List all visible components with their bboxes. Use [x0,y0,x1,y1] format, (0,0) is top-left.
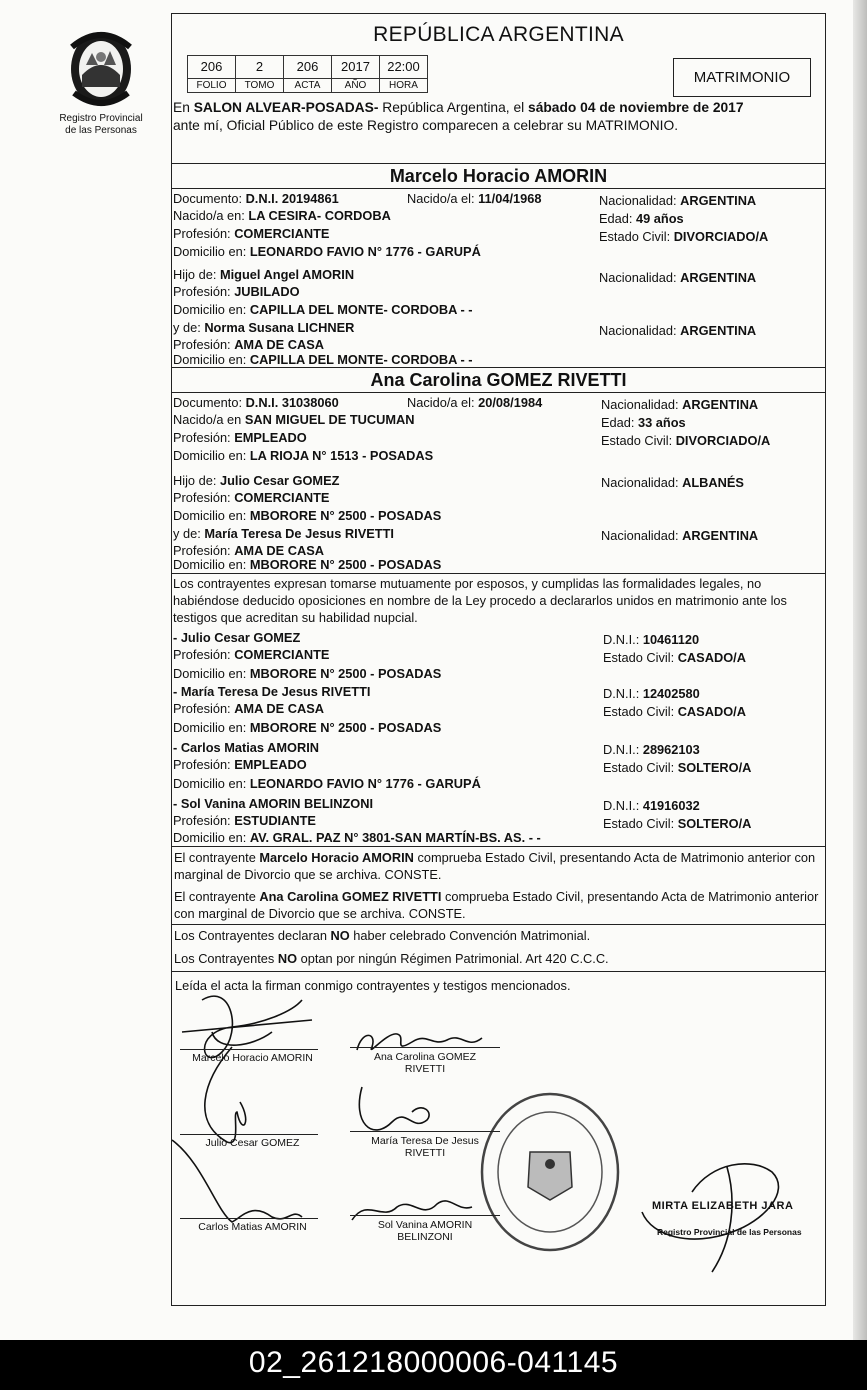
groom-addr: LEONARDO FAVIO N° 1776 - GARUPÁ [249,244,481,259]
witness-addr: MBORORE N° 2500 - POSADAS [249,666,442,681]
label: Nacionalidad: [601,475,679,490]
witness-name: - Julio Cesar GOMEZ [173,630,301,645]
groom-mother-addr: CAPILLA DEL MONTE- CORDOBA - - [249,352,473,367]
witnesses-section [172,574,825,847]
witness-1-prof [173,647,329,662]
bride-mother-prof-line [173,543,324,558]
groom-place-line [173,208,391,223]
signature-line [180,1218,318,1219]
label: Nacionalidad: [601,528,679,543]
signature-line [180,1134,318,1135]
label: Estado Civil: [603,650,675,665]
label: D.N.I.: [603,632,640,647]
witness-4-name [173,796,373,811]
note-text: El contrayente [174,850,260,865]
label: Nacido/a en [173,412,242,427]
logo-caption-line1: Registro Provincial [59,113,143,124]
witness-prof: ESTUDIANTE [234,813,316,828]
label: Nacionalidad: [599,323,677,338]
bride-nat-line [601,397,758,412]
groom-born: 11/04/1968 [478,191,542,206]
bride-mother-addr: MBORORE N° 2500 - POSADAS [249,557,442,572]
label: Domicilio en: [173,508,247,523]
groom-civil: DIVORCIADO/A [673,229,769,244]
note-name: Marcelo Horacio AMORIN [259,850,414,865]
label: Domicilio en: [173,776,247,791]
code-folio [187,55,236,93]
witness-3-addr [173,776,481,791]
groom-prof-line [173,226,329,241]
anio-value: 2017 [341,59,370,74]
note-convention [172,925,825,946]
groom-section [172,189,825,368]
signatures-intro: Leída el acta la firman conmigo contrayentes y testigos mencionados. [175,978,571,993]
bride-mother-line [173,526,394,541]
label: Profesión: [173,701,231,716]
label: Domicilio en: [173,448,247,463]
bride-prof: EMPLEADO [234,430,307,445]
witness-2-dni [603,686,700,701]
bride-prof-line [173,430,307,445]
code-hora [379,55,428,93]
label: Nacionalidad: [599,270,677,285]
label: D.N.I.: [603,798,640,813]
label: Nacido/a en: [173,208,245,223]
misiones-seal-icon [68,25,134,109]
intro-text: En [173,100,194,115]
label: Edad: [599,211,633,226]
witness-4-civil [603,816,751,831]
label: Nacido/a el: [407,395,475,410]
label: Hijo de: [173,267,217,282]
bride-place: SAN MIGUEL DE TUCUMAN [244,412,415,427]
groom-father-nat-line [599,270,756,285]
label: Domicilio en: [173,666,247,681]
note-no: NO [330,928,350,943]
bride-mother-nat-line [601,528,758,543]
note-text: comprueba Estado Civil, presentando Acta de Matrimonio anterior con marginal de Divorcio que se archiva. CONSTE. [174,850,816,882]
bride-father-prof: COMERCIANTE [234,490,330,505]
label: Domicilio en: [173,244,247,259]
signer-witness-4 [350,1219,500,1243]
bride-civil-line [601,433,770,448]
note-regime [172,946,825,972]
bride-father-line [173,473,339,488]
label: Profesión: [173,757,231,772]
bride-place-line [173,412,415,427]
bride-section [172,393,825,574]
label: Estado Civil: [603,816,675,831]
act-type-box: MATRIMONIO [673,58,811,97]
bride-born: 20/08/1984 [478,395,543,410]
signer-name-line1: Ana Carolina GOMEZ [373,1051,477,1063]
witness-4-prof [173,813,316,828]
signer-groom: Marcelo Horacio AMORIN [192,1052,313,1064]
bride-mother-addr-line [173,557,441,572]
bride-addr-line [173,448,433,463]
groom-mother-prof-line [173,337,324,352]
certificate-header [172,14,825,164]
label: Documento: [173,191,242,206]
groom-born-line [407,191,541,206]
note-no: NO [277,951,298,966]
label: Profesión: [173,337,231,352]
label: y de: [173,320,201,335]
label: Domicilio en: [173,720,247,735]
folio-value: 206 [200,59,223,74]
acta-value: 206 [296,59,319,74]
witness-dni: 28962103 [642,742,700,757]
groom-father-addr-line [173,302,473,317]
note-text: Los Contrayentes declaran [174,928,331,943]
code-tomo [235,55,284,93]
marriage-certificate [171,13,826,1306]
signer-bride [350,1051,500,1075]
anio-label: AÑO [332,78,379,92]
witness-dni: 10461120 [642,632,700,647]
hora-value: 22:00 [387,59,420,74]
groom-doc: D.N.I. 20194861 [245,191,339,206]
groom-father: Miguel Angel AMORIN [219,267,355,282]
signature-witness-3 [172,1140,302,1222]
witness-name: - María Teresa De Jesus RIVETTI [173,684,371,699]
witness-3-prof [173,757,307,772]
witness-3-civil [603,760,751,775]
witness-prof: AMA DE CASA [234,701,325,716]
code-anio [331,55,380,93]
groom-mother-nat-line [599,323,756,338]
signer-name-line1: María Teresa De Jesus [371,1135,479,1147]
groom-mother-prof: AMA DE CASA [234,337,325,352]
witness-2-prof [173,701,324,716]
signer-witness-3: Carlos Matias AMORIN [198,1221,307,1233]
label: D.N.I.: [603,686,640,701]
witness-dni: 41916032 [642,798,700,813]
witness-addr: MBORORE N° 2500 - POSADAS [249,720,442,735]
signature-witness-2 [359,1087,429,1130]
intro-text: República Argentina, el [378,100,529,115]
signer-name-line2: RIVETTI [404,1147,446,1159]
label: Domicilio en: [173,302,247,317]
barcode-text: 02_261218000006-041145 [0,1340,867,1390]
page-edge-shadow [853,0,867,1340]
bride-father-prof-line [173,490,329,505]
logo-caption-line2: de las Personas [65,125,137,136]
bride-mother: María Teresa De Jesus RIVETTI [204,526,394,541]
signature-line [350,1047,500,1048]
witness-4-dni [603,798,700,813]
witness-name: - Sol Vanina AMORIN BELINZONI [173,796,374,811]
groom-prof: COMERCIANTE [234,226,330,241]
bride-doc-line [173,395,339,410]
label: Nacido/a el: [407,191,475,206]
witness-addr: LEONARDO FAVIO N° 1776 - GARUPÁ [249,776,481,791]
label: Profesión: [173,430,231,445]
label: D.N.I.: [603,742,640,757]
signer-witness-1: Julio Cesar GOMEZ [205,1137,300,1149]
signer-name-line2: RIVETTI [404,1063,446,1075]
label: Profesión: [173,813,231,828]
label: Profesión: [173,226,231,241]
groom-name: Marcelo Horacio AMORIN [172,164,825,189]
registry-logo [52,25,150,137]
signature-line [350,1131,500,1132]
intro-text: ante mí, Oficial Público de este Registro comparecen a celebrar su MATRIMONIO. [173,118,679,133]
label: Profesión: [173,490,231,505]
witness-addr: AV. GRAL. PAZ N° 3801-SAN MARTÍN-BS. AS. - - [249,830,541,845]
label: Edad: [601,415,635,430]
note-text: Los Contrayentes [174,951,278,966]
groom-age-line [599,211,684,226]
witness-2-addr [173,720,441,735]
note-bride [172,885,825,925]
note-groom [172,847,825,885]
intro-paragraph [173,99,821,135]
signatures-section [172,972,825,1286]
label: Nacionalidad: [599,193,677,208]
signature-line [350,1215,500,1216]
groom-mother-addr-line [173,352,473,367]
signature-line [180,1049,318,1050]
witness-3-dni [603,742,700,757]
witness-3-name [173,740,319,755]
hora-label: HORA [380,78,427,92]
officer-name: MIRTA ELIZABETH JARA [652,1200,794,1212]
groom-mother: Norma Susana LICHNER [204,320,355,335]
label: Domicilio en: [173,830,247,845]
bride-father-nat-line [601,475,744,490]
groom-father-nat: ARGENTINA [680,270,757,285]
note-text: haber celebrado Convención Matrimonial. [349,928,591,943]
official-stamp [482,1094,618,1250]
witness-4-addr [173,830,541,845]
witness-1-dni [603,632,699,647]
label: Documento: [173,395,242,410]
witness-1-addr [173,666,441,681]
groom-father-addr: CAPILLA DEL MONTE- CORDOBA - - [249,302,473,317]
bride-nat: ARGENTINA [682,397,759,412]
bride-age: 33 años [638,415,686,430]
note-text: comprueba Estado Civil, presentando Acta de Matrimonio anterior con marginal de Divorcio que se archiva. CONSTE. [174,889,819,921]
signature-officer [642,1164,778,1272]
bride-civil: DIVORCIADO/A [675,433,771,448]
groom-father-prof-line [173,284,300,299]
label: Estado Civil: [603,704,675,719]
bride-doc: D.N.I. 31038060 [245,395,339,410]
witness-dni: 12402580 [642,686,700,701]
note-name: Ana Carolina GOMEZ RIVETTI [259,889,442,904]
intro-place: SALON ALVEAR-POSADAS- [193,100,379,115]
note-text: optan por ningún Régimen Patrimonial. Art 420 C.C.C. [297,951,609,966]
groom-father-prof: JUBILADO [234,284,300,299]
label: y de: [173,526,201,541]
bride-addr: LA RIOJA N° 1513 - POSADAS [249,448,434,463]
record-codes [187,55,427,93]
label: Estado Civil: [599,229,671,244]
groom-nat: ARGENTINA [680,193,757,208]
bride-mother-prof: AMA DE CASA [234,543,325,558]
witness-civil: CASADO/A [677,704,746,719]
page-title: REPÚBLICA ARGENTINA [373,23,624,46]
groom-mother-nat: ARGENTINA [680,323,757,338]
bride-father-nat: ALBANÉS [682,475,744,490]
groom-father-line [173,267,354,282]
tomo-label: TOMO [236,78,283,92]
label: Nacionalidad: [601,397,679,412]
label: Domicilio en: [173,352,247,367]
label: Estado Civil: [601,433,673,448]
tomo-value: 2 [255,59,264,74]
witness-2-civil [603,704,746,719]
folio-label: FOLIO [188,78,235,92]
witness-name: - Carlos Matias AMORIN [173,740,320,755]
groom-age: 49 años [636,211,684,226]
note-text: El contrayente [174,889,260,904]
groom-civil-line [599,229,768,244]
witness-1-civil [603,650,746,665]
witness-civil: SOLTERO/A [677,816,752,831]
bride-age-line [601,415,686,430]
label: Profesión: [173,284,231,299]
witness-2-name [173,684,370,699]
label: Hijo de: [173,473,217,488]
groom-place: LA CESIRA- CORDOBA [248,208,391,223]
code-acta [283,55,332,93]
signer-witness-2 [350,1135,500,1159]
groom-mother-line [173,320,354,335]
bride-born-line [407,395,542,410]
bride-father: Julio Cesar GOMEZ [219,473,340,488]
witness-civil: SOLTERO/A [677,760,752,775]
acta-label: ACTA [284,78,331,92]
signature-witness-4 [352,1201,472,1220]
bride-name: Ana Carolina GOMEZ RIVETTI [172,368,825,393]
label: Estado Civil: [603,760,675,775]
label: Profesión: [173,647,231,662]
bride-father-addr: MBORORE N° 2500 - POSADAS [249,508,442,523]
bride-father-addr-line [173,508,441,523]
bride-mother-nat: ARGENTINA [682,528,759,543]
witness-civil: CASADO/A [677,650,746,665]
signer-name-line1: Sol Vanina AMORIN [377,1219,473,1231]
groom-nat-line [599,193,756,208]
witness-1-name [173,630,300,645]
intro-date: sábado 04 de noviembre de 2017 [528,100,744,115]
witness-prof: EMPLEADO [234,757,307,772]
officer-title: Registro Provincial de las Personas [657,1227,802,1237]
label: Domicilio en: [173,557,247,572]
groom-addr-line [173,244,481,259]
signer-name-line2: BELINZONI [397,1231,453,1243]
label: Profesión: [173,543,231,558]
declaration-text: Los contrayentes expresan tomarse mutuamente por esposos, y cumplidas las formalidades legales, no habiéndose deducido oposiciones en nombre de la Ley procedo a declararlos unidos en matrimonio ante los testigos que acreditan su habilidad nupcial. [173,576,787,625]
witness-prof: COMERCIANTE [234,647,330,662]
groom-doc-line [173,191,339,206]
